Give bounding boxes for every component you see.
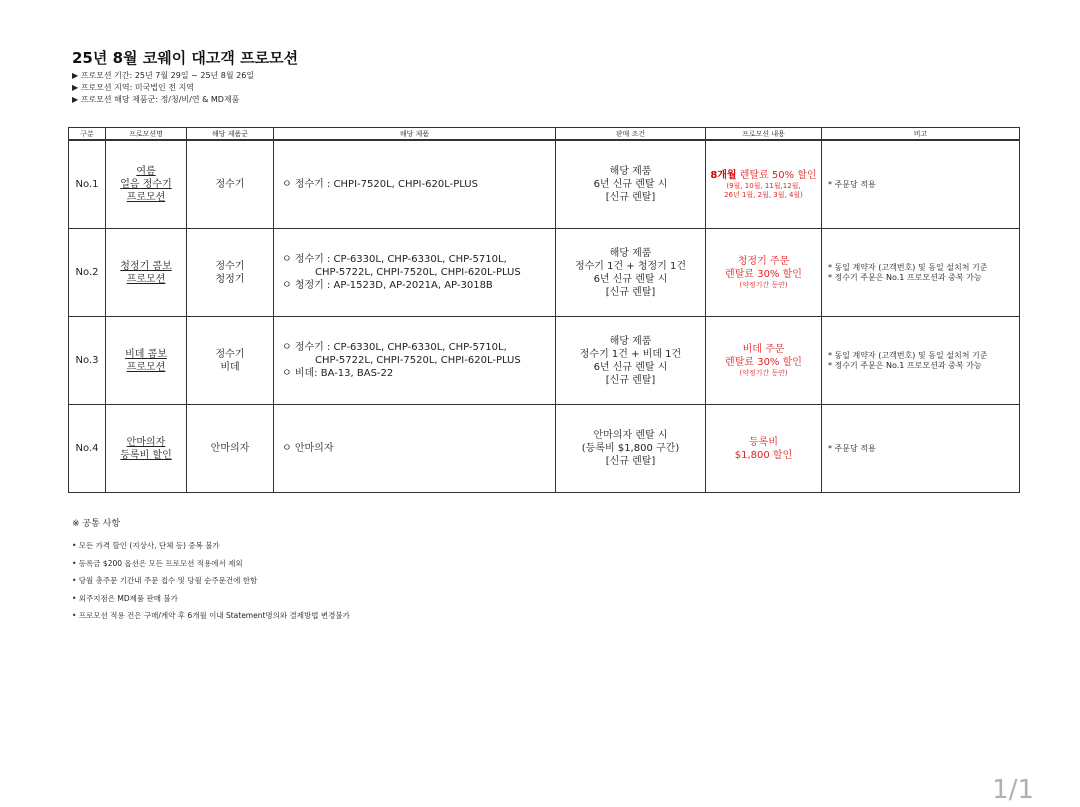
list-item: • 모든 가격 할인 (지상사, 단체 등) 중복 불가 [72,541,220,550]
row-no: No.3 [69,317,106,405]
list-item: • 프로모션 적용 건은 구매/계약 후 6개월 이내 Statement명의와 결제방법 변경불가 [72,611,350,620]
row-promo-name: 비데 콤보 프로모션 [106,317,187,405]
row-products: ㅇ 안마의자 [274,405,556,493]
row-no: No.2 [69,229,106,317]
row-notes: * 동일 계약자 (고객번호) 및 동일 설치처 기준 * 정수기 주문은 No.1 프로모션과 중복 가능 [822,229,1020,317]
common-notes-list [72,537,350,625]
row-content: 비데 주문 렌탈료 30% 할인 (약정기간 동안) [706,317,822,405]
row-no: No.1 [69,140,106,229]
table-row [69,317,1020,405]
list-item: • 등록금 $200 옵션은 모든 프로모션 적용에서 제외 [72,558,243,568]
row-notes: * 주문당 적용 [822,405,1020,493]
row-promo-name: 안마의자 등록비 할인 [106,405,187,493]
meta-products: ▶ 프로모션 해당 제품군: 정/청/비/연 & MD제품 [72,95,240,104]
row-condition: 해당 제품 정수기 1건 + 청정기 1건 6년 신규 렌탈 시 [신규 렌탈] [556,229,706,317]
header-category: 해당 제품군 [187,128,274,141]
common-notes-title: ※ 공통 사항 [72,519,121,529]
row-category: 정수기 [187,140,274,229]
row-content: 8개월 렌탈료 50% 할인 (9월, 10월, 11월,12월, 26년 1월, 2월, 3월, 4월) [706,140,822,229]
row-content: 청정기 주문 렌탈료 30% 할인 (약정기간 동안) [706,229,822,317]
table-header-row [69,128,1020,141]
row-condition: 안마의자 렌탈 시 (등록비 $1,800 구간) [신규 렌탈] [556,405,706,493]
table-row [69,140,1020,229]
row-notes: * 동일 계약자 (고객번호) 및 동일 설치처 기준 * 정수기 주문은 No.1 프로모션과 중복 가능 [822,317,1020,405]
row-no: No.4 [69,405,106,493]
header-no: 구분 [69,128,106,141]
row-promo-name: 여름 얼음 정수기 프로모션 [106,140,187,229]
row-category: 정수기 청정기 [187,229,274,317]
promotion-table [68,127,1020,493]
row-notes: * 주문당 적용 [822,140,1020,229]
row-content: 등록비 $1,800 할인 [706,405,822,493]
page-indicator: 1/1 [992,775,1034,805]
row-category: 안마의자 [187,405,274,493]
meta-region: ▶ 프로모션 지역: 미국법인 전 지역 [72,83,195,92]
header-notes: 비고 [822,128,1020,141]
list-item: • 외주지점은 MD제품 판매 불가 [72,593,178,603]
list-item: • 당월 총주문 기간내 주문 접수 및 당월 순주문건에 한함 [72,576,258,585]
table-row [69,405,1020,493]
promotion-meta [72,70,254,106]
meta-period: ▶ 프로모션 기간: 25년 7월 29일 ~ 25년 8월 26일 [72,71,255,80]
header-promo-name: 프로모션명 [106,128,187,141]
header-condition: 판매 조건 [556,128,706,141]
row-products: ㅇ 정수기 : CHPI-7520L, CHPI-620L-PLUS [274,140,556,229]
row-products: ㅇ 정수기 : CP-6330L, CHP-6330L, CHP-5710L, CHP-5722L, CHPI-7520L, CHPI-620L-PLUS ㅇ 청정기 : AP-1523D, AP-2021A, AP-3018B [274,229,556,317]
row-condition: 해당 제품 6년 신규 렌탈 시 [신규 렌탈] [556,140,706,229]
table-row [69,229,1020,317]
row-products: ㅇ 정수기 : CP-6330L, CHP-6330L, CHP-5710L, CHP-5722L, CHPI-7520L, CHPI-620L-PLUS ㅇ 비데: BA-13, BAS-22 [274,317,556,405]
row-category: 정수기 비데 [187,317,274,405]
header-products: 해당 제품 [274,128,556,141]
row-condition: 해당 제품 정수기 1건 + 비데 1건 6년 신규 렌탈 시 [신규 렌탈] [556,317,706,405]
page-title: 25년 8월 코웨이 대고객 프로모션 [72,49,299,67]
row-promo-name: 청정기 콤보 프로모션 [106,229,187,317]
header-content: 프로모션 내용 [706,128,822,141]
